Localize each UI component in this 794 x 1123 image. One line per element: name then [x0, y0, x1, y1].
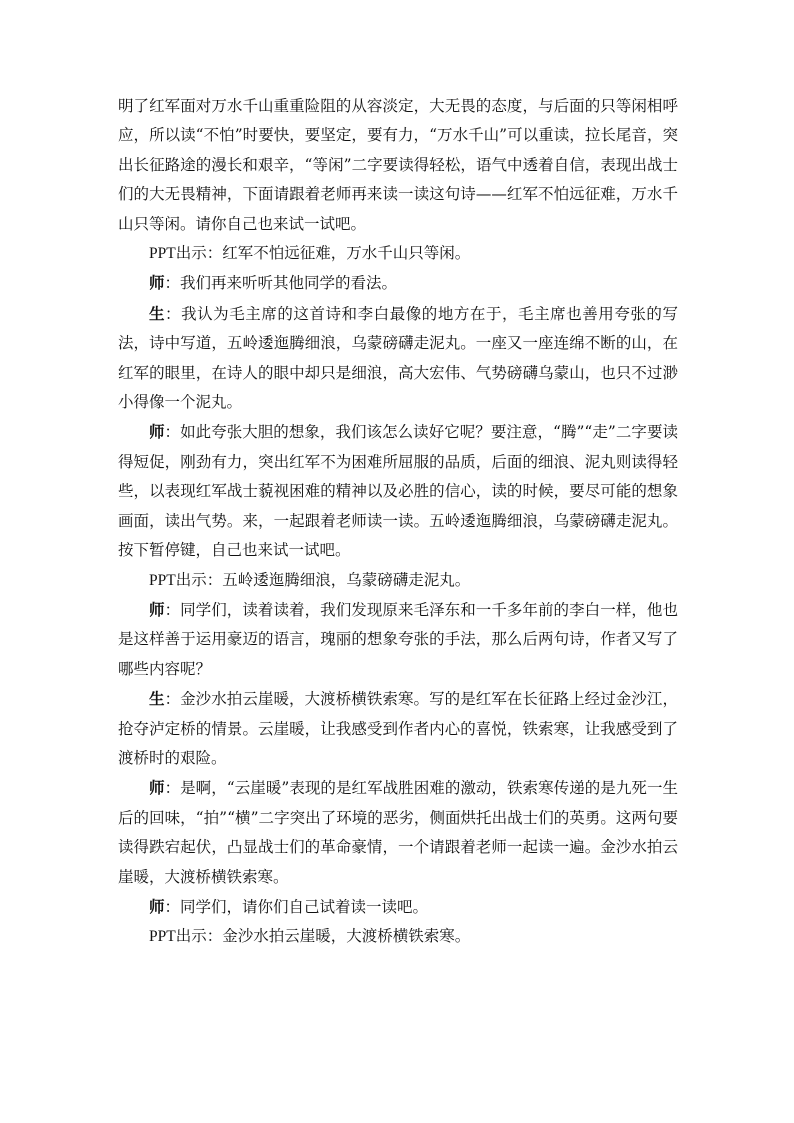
student-line: [118, 684, 678, 773]
paragraph: [118, 92, 678, 239]
paragraph-text: PPT出示：五岭逶迤腾细浪，乌蒙磅礴走泥丸。: [149, 571, 471, 589]
document-body: [118, 92, 678, 952]
speaker-label: 生: [149, 689, 165, 709]
paragraph-text: ：是啊，“云崖暖”表现的是红军战胜困难的激动，铁索寒传递的是九死一生后的回味，“拍”“横”二字突出了环境的恶劣，侧面烘托出战士们的英勇。这两句要读得跌宕起伏，凸显战士们的革命豪情，一个请跟着老师一起读一遍。金沙水拍云崖暖，大渡桥横铁索寒。: [118, 779, 678, 886]
teacher-line: [118, 417, 678, 565]
student-line: [118, 299, 678, 418]
ppt-note: [118, 566, 678, 595]
speaker-label: 师: [149, 778, 165, 798]
paragraph-text: PPT出示：金沙水拍云崖暖，大渡桥横铁索寒。: [149, 928, 471, 946]
speaker-label: 师: [149, 273, 165, 293]
teacher-line: [118, 892, 678, 922]
teacher-line: [118, 268, 678, 298]
speaker-label: 师: [149, 599, 165, 619]
speaker-label: 师: [149, 422, 165, 442]
paragraph-text: PPT出示：红军不怕远征难，万水千山只等闲。: [149, 245, 471, 263]
paragraph-text: ：我认为毛主席的这首诗和李白最像的地方在于，毛主席也善用夸张的写法，诗中写道，五岭逶迤腾细浪，乌蒙磅礴走泥丸。一座又一座连绵不断的山，在红军的眼里，在诗人的眼中却只是细浪，高大宏伟、气势磅礴乌蒙山，也只不过渺小得像一个泥丸。: [118, 304, 678, 412]
teacher-line: [118, 773, 678, 892]
speaker-label: 生: [149, 303, 166, 323]
paragraph-text: ：同学们，请你们自己试着读一读吧。: [164, 897, 429, 916]
teacher-line: [118, 595, 678, 684]
ppt-note: [118, 922, 678, 951]
paragraph-text: 明了红军面对万水千山重重险阻的从容淡定，大无畏的态度，与后面的只等闲相呼应，所以读“不怕”时要快，要坚定，要有力，“万水千山”可以重读，拉长尾音，突出长征路途的漫长和艰辛，“等闲”二字要读得轻松，语气中透着自信，表现出战士们的大无畏精神，下面请跟着老师再来读一读这句诗——红军不怕远征难，万水千山只等闲。请你自己也来试一试吧。: [118, 97, 678, 233]
speaker-label: 师: [149, 896, 165, 916]
paragraph-text: ：同学们，读着读着，我们发现原来毛泽东和一千多年前的李白一样，他也是这样善于运用豪迈的语言，瑰丽的想象夸张的手法，那么后两句诗，作者又写了哪些内容呢？: [118, 600, 678, 678]
paragraph-text: ：金沙水拍云崖暖，大渡桥横铁索寒。写的是红军在长征路上经过金沙江，抢夺泸定桥的情景。云崖暖，让我感受到作者内心的喜悦，铁索寒，让我感受到了渡桥时的艰险。: [118, 690, 678, 767]
paragraph-text: ：我们再来听听其他同学的看法。: [164, 274, 398, 293]
ppt-note: [118, 239, 678, 268]
paragraph-text: ：如此夸张大胆的想象，我们该怎么读好它呢？要注意，“腾”“走”二字要读得短促，刚劲有力，突出红军不为困难所屈服的品质，后面的细浪、泥丸则读得轻些，以表现红军战士藐视困难的精神以及必胜的信心，读的时候，要尽可能的想象画面，读出气势。来，一起跟着老师读一读。五岭逶迤腾细浪，乌蒙磅礴走泥丸。按下暂停键，自己也来试一试吧。: [118, 423, 678, 560]
